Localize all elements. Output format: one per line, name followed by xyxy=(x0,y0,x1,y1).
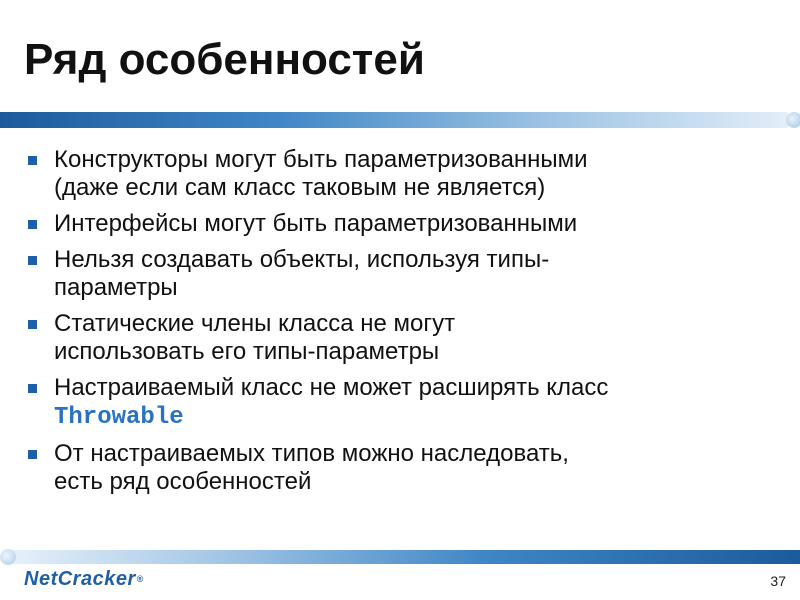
bullet-item xyxy=(28,310,788,366)
bullet-item xyxy=(28,146,788,202)
footer-divider-band xyxy=(12,550,800,564)
bullet-text-line: От настраиваемых типов можно наследовать, xyxy=(54,440,569,467)
slide-title: Ряд особенностей xyxy=(24,35,425,84)
bullet-text-line: (даже если сам класс таковым не является) xyxy=(54,174,546,201)
bullet-text-line: Интерфейсы могут быть параметризованными xyxy=(54,210,578,237)
square-bullet-icon xyxy=(28,320,37,329)
bullet-list xyxy=(28,146,788,504)
bullet-item xyxy=(28,210,788,238)
bullet-item xyxy=(28,374,788,432)
bullet-item xyxy=(28,246,788,302)
bullet-text-line: использовать его типы-параметры xyxy=(54,338,440,365)
bullet-text-line: параметры xyxy=(54,274,178,301)
square-bullet-icon xyxy=(28,220,37,229)
square-bullet-icon xyxy=(28,384,37,393)
bullet-text-line: Конструкторы могут быть параметризованными xyxy=(54,146,588,173)
square-bullet-icon xyxy=(28,450,37,459)
title-divider-band xyxy=(0,112,788,128)
code-keyword-throwable: Throwable xyxy=(54,404,184,431)
bullet-text-line: Нельзя создавать объекты, используя типы- xyxy=(54,246,550,273)
registered-mark: ® xyxy=(136,574,144,584)
square-bullet-icon xyxy=(28,256,37,265)
bullet-text-line: Настраиваемый класс не может расширять класс xyxy=(54,374,609,401)
footer-divider-dot xyxy=(0,549,16,565)
page-number: 37 xyxy=(770,573,786,589)
netcracker-logo xyxy=(24,566,144,592)
title-divider-dot xyxy=(786,112,800,128)
bullet-text-line: Статические члены класса не могут xyxy=(54,310,456,337)
bullet-item xyxy=(28,440,788,496)
logo-text: NetCracker xyxy=(24,568,136,590)
bullet-text-line: есть ряд особенностей xyxy=(54,468,312,495)
square-bullet-icon xyxy=(28,156,37,165)
